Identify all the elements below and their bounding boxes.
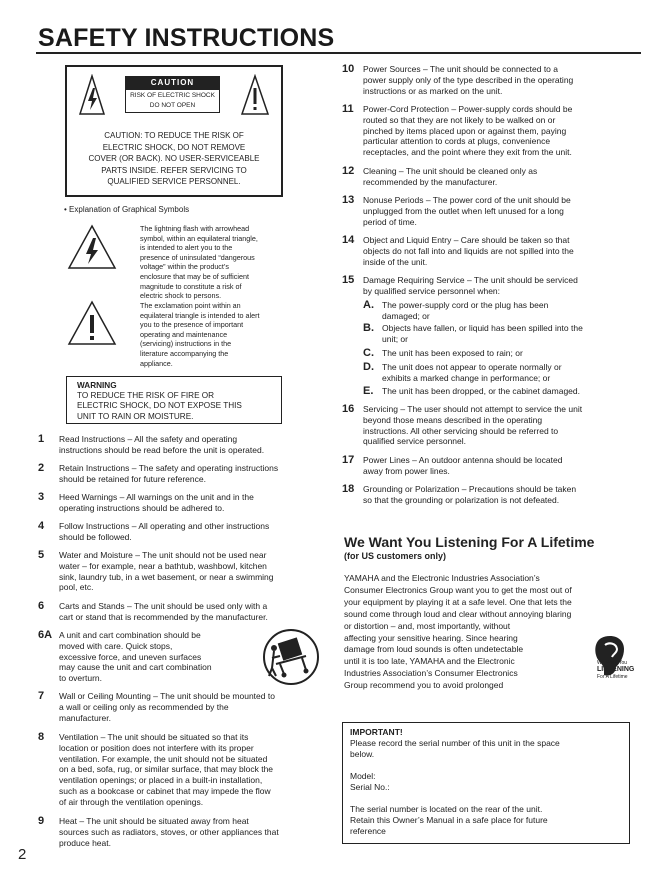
text-line: Please record the serial number of this unit in the space bbox=[350, 738, 560, 748]
text-line: location or position does not interfere with its proper bbox=[59, 742, 254, 753]
exclamation-explanation bbox=[140, 301, 285, 368]
text-line: instructions or as marked on the unit. bbox=[363, 85, 503, 96]
caution-sub-line: DO NOT OPEN bbox=[149, 102, 196, 109]
text-line: Damage Requiring Service – The unit should be serviced bbox=[363, 275, 578, 285]
item-number: 5 bbox=[38, 549, 45, 561]
page-number: 2 bbox=[18, 846, 27, 863]
list-item bbox=[342, 195, 632, 227]
text-line: symbol, within an equilateral triangle, bbox=[140, 233, 258, 243]
sub-list-item bbox=[363, 348, 633, 359]
text-line: Power Sources – The unit should be connected to a bbox=[363, 64, 558, 74]
text-line: literature accompanying the bbox=[140, 348, 229, 358]
warning-box bbox=[66, 376, 282, 424]
list-item bbox=[342, 64, 632, 96]
text-line: such as a bookcase or cabinet that may impede the flow bbox=[59, 785, 271, 796]
text-line: receptacles, and the point where they exit from the unit. bbox=[363, 147, 572, 158]
caution-text bbox=[76, 130, 272, 188]
item-number: 6 bbox=[38, 600, 45, 612]
text-line: Wall or Ceiling Mounting – The unit should be mounted to bbox=[59, 691, 275, 701]
text-line: Grounding or Polarization – Precautions should be taken bbox=[363, 484, 577, 494]
text-line: Read Instructions – All the safety and operating bbox=[59, 434, 238, 444]
text-line: inside of the unit. bbox=[363, 256, 428, 267]
lightning-bolt-icon bbox=[78, 74, 108, 116]
sub-list-item bbox=[363, 386, 633, 397]
text-line: Servicing – The user should not attempt to service the unit bbox=[363, 404, 583, 414]
text-line: Heat – The unit should be situated away from heat bbox=[59, 816, 249, 826]
text-line: may cause the unit and cart combination bbox=[59, 662, 212, 673]
listening-heading: We Want You Listening For A Lifetime bbox=[344, 534, 595, 550]
warning-label: WARNING bbox=[77, 381, 117, 390]
text-line: your equipment by playing it at a safe level. One that lets the bbox=[344, 596, 572, 607]
title-rule bbox=[36, 52, 641, 54]
item-number: 6A bbox=[38, 629, 53, 641]
text-line: instructions. All other servicing should be referred to bbox=[363, 425, 559, 436]
symbols-title: • Explanation of Graphical Symbols bbox=[64, 205, 190, 214]
text-line: below. bbox=[350, 749, 375, 759]
spacer bbox=[350, 793, 622, 804]
caution-sub-line: RISK OF ELECTRIC SHOCK bbox=[130, 92, 215, 99]
sub-item-letter: D. bbox=[363, 361, 374, 373]
text-line: Object and Liquid Entry – Care should be taken so that bbox=[363, 235, 570, 245]
list-item bbox=[342, 166, 632, 188]
text-line: appliance. bbox=[140, 358, 173, 368]
text-line: power supply only of the type described in the operating bbox=[363, 74, 574, 85]
caution-label: CAUTION bbox=[125, 76, 220, 89]
item-number: 18 bbox=[342, 483, 355, 495]
lightning-explanation bbox=[140, 224, 285, 301]
text-line: Power-Cord Protection – Power-supply cords should be bbox=[363, 104, 573, 114]
text-line: should be followed. bbox=[59, 531, 132, 542]
item-number: 11 bbox=[342, 103, 354, 115]
text-line: produce heat. bbox=[59, 837, 111, 848]
text-line: Nonuse Periods – The power cord of the unit should be bbox=[363, 195, 571, 205]
text-line: The exclamation point within an bbox=[140, 301, 241, 310]
serial-field-label: Serial No.: bbox=[350, 782, 390, 792]
item-number: 13 bbox=[342, 194, 355, 206]
caution-line: CAUTION: TO REDUCE THE RISK OF bbox=[104, 131, 244, 140]
text-line: manufacturer. bbox=[59, 712, 111, 723]
text-line: pinched by items placed upon or against them, paying bbox=[363, 125, 567, 136]
sub-item-letter: E. bbox=[363, 385, 374, 397]
text-line: excessive force, and uneven surfaces bbox=[59, 651, 202, 662]
text-line: recommended by the manufacturer. bbox=[363, 176, 498, 187]
item-number: 3 bbox=[38, 491, 45, 503]
item-number: 8 bbox=[38, 731, 45, 743]
text-line: The lightning flash with arrowhead bbox=[140, 224, 250, 233]
important-label: IMPORTANT! bbox=[350, 727, 403, 737]
text-line: should be retained for future reference. bbox=[59, 473, 206, 484]
symbols-title-text: Explanation of Graphical Symbols bbox=[69, 205, 190, 214]
text-line: objects do not fall into and liquids are not spilled into the bbox=[363, 245, 574, 256]
text-line: Heed Warnings – All warnings on the unit and in the bbox=[59, 492, 254, 502]
exclamation-icon bbox=[240, 74, 270, 116]
text-line: away from power lines. bbox=[363, 465, 450, 476]
list-item bbox=[342, 275, 632, 297]
item-number: 7 bbox=[38, 690, 45, 702]
text-line: Carts and Stands – The unit should be used only with a bbox=[59, 601, 268, 611]
item-number: 15 bbox=[342, 274, 355, 286]
list-item bbox=[38, 601, 318, 623]
text-line: beyond those means described in the operating bbox=[363, 414, 543, 425]
text-line: affecting your sensitive hearing. Since hearing bbox=[344, 632, 518, 643]
text-line: moved with care. Quick stops, bbox=[59, 640, 173, 651]
text-line: or distortion – and, most importantly, without bbox=[344, 620, 511, 631]
item-number: 4 bbox=[38, 520, 45, 532]
text-line: ventilation. For example, the unit should not be situated bbox=[59, 753, 268, 764]
text-line: water – for example, near a bathtub, washbowl, kitchen bbox=[59, 560, 267, 571]
list-item bbox=[342, 484, 632, 506]
text-line: presence of uninsulated “dangerous bbox=[140, 252, 255, 262]
text-line: sink, laundry tub, in a wet basement, or near a swimming bbox=[59, 571, 274, 582]
item-number: 17 bbox=[342, 454, 355, 466]
list-item bbox=[38, 816, 323, 848]
text-line: so that the grounding or polarization is not defeated. bbox=[363, 494, 560, 505]
list-item bbox=[342, 104, 632, 158]
text-line: routed so that they are not likely to be walked on or bbox=[363, 114, 556, 125]
item-number: 12 bbox=[342, 165, 355, 177]
text-line: until it is too late, YAMAHA and the Electronic bbox=[344, 656, 515, 667]
caution-sublabel bbox=[125, 89, 220, 113]
text-line: Cleaning – The unit should be cleaned only as bbox=[363, 166, 538, 176]
text-line: Industries Association’s Consumer Electronics bbox=[344, 668, 518, 679]
text-line: to overturn. bbox=[59, 673, 102, 684]
text-line: unit; or bbox=[382, 333, 408, 344]
logo-line: For A Lifetime bbox=[597, 674, 628, 680]
sub-list-item bbox=[363, 362, 633, 384]
item-number: 9 bbox=[38, 815, 45, 827]
text-line: pool, etc. bbox=[59, 582, 94, 593]
text-line: exhibits a marked change in performance; or bbox=[382, 372, 551, 383]
text-line: The unit has been dropped, or the cabinet damaged. bbox=[382, 386, 581, 396]
list-item bbox=[38, 691, 318, 723]
text-line: voltage” within the product’s bbox=[140, 262, 229, 272]
caution-line: COVER (OR BACK). NO USER-SERVICEABLE bbox=[88, 154, 260, 163]
text-line: The power-supply cord or the plug has been bbox=[382, 300, 549, 310]
item-number: 2 bbox=[38, 462, 45, 474]
warning-line: UNIT TO RAIN OR MOISTURE. bbox=[77, 411, 194, 421]
listening-logo-text bbox=[597, 660, 639, 680]
list-item bbox=[342, 455, 632, 477]
text-line: unplugged from the outlet when left unused for a long bbox=[363, 205, 564, 216]
text-line: Group recommend you to avoid prolonged bbox=[344, 680, 504, 691]
text-line: is intended to alert you to the bbox=[140, 243, 233, 253]
text-line: The unit does not appear to operate normally or bbox=[382, 362, 562, 372]
text-line: enclosure that may be of sufficient bbox=[140, 271, 249, 281]
list-item bbox=[342, 404, 632, 447]
text-line: ventilation openings; or placed in a built-in installation, bbox=[59, 775, 263, 786]
text-line: Ventilation – The unit should be situated so that its bbox=[59, 732, 249, 742]
text-line: The unit has been exposed to rain; or bbox=[382, 348, 523, 358]
list-item bbox=[38, 521, 318, 543]
listening-paragraph bbox=[344, 573, 626, 692]
text-line: Objects have fallen, or liquid has been spilled into the bbox=[382, 323, 583, 333]
list-item bbox=[38, 434, 318, 456]
caution-line: ELECTRIC SHOCK, DO NOT REMOVE bbox=[102, 142, 246, 152]
warning-line: ELECTRIC SHOCK, DO NOT EXPOSE THIS bbox=[77, 401, 242, 411]
model-field-label: Model: bbox=[350, 771, 376, 781]
text-line: damage from loud sounds is often undetectable bbox=[344, 644, 524, 655]
important-box bbox=[342, 722, 630, 844]
item-number: 10 bbox=[342, 63, 355, 75]
caution-line: PARTS INSIDE. REFER SERVICING TO bbox=[101, 165, 247, 175]
text-line: Consumer Electronics Group want you to get the most out of bbox=[344, 584, 572, 595]
item-number: 16 bbox=[342, 403, 355, 415]
list-item bbox=[38, 732, 323, 808]
text-line: qualified service personnel. bbox=[363, 436, 467, 447]
text-line: cart or stand that is recommended by the manufacturer. bbox=[59, 611, 268, 622]
text-line: on a bed, sofa, rug, or similar surface, that may block the bbox=[59, 764, 274, 775]
list-item bbox=[342, 235, 632, 267]
listening-subheading: (for US customers only) bbox=[344, 551, 447, 561]
text-line: A unit and cart combination should be bbox=[59, 630, 201, 640]
sub-list-item bbox=[363, 323, 633, 345]
text-line: The serial number is located on the rear of the unit. bbox=[350, 804, 543, 814]
text-line: particular attention to cords at plugs, convenience bbox=[363, 136, 551, 147]
text-line: Power Lines – An outdoor antenna should be located bbox=[363, 455, 563, 465]
text-line: equilateral triangle is intended to alert bbox=[140, 310, 260, 320]
text-line: of air through the ventilation openings. bbox=[59, 796, 204, 807]
cart-tip-over-icon bbox=[262, 628, 320, 686]
list-item bbox=[38, 492, 318, 514]
page-title: SAFETY INSTRUCTIONS bbox=[38, 24, 335, 52]
text-line: damaged; or bbox=[382, 310, 430, 321]
logo-line: LISTENING bbox=[597, 666, 635, 673]
text-line: by qualified service personnel when: bbox=[363, 285, 501, 296]
logo-line: We Want You bbox=[597, 660, 628, 666]
text-line: (servicing) instructions in the bbox=[140, 339, 232, 349]
text-line: sources such as radiators, stoves, or other appliances that bbox=[59, 826, 279, 837]
item-number: 14 bbox=[342, 234, 355, 246]
spacer bbox=[350, 760, 622, 771]
sub-item-letter: B. bbox=[363, 322, 374, 334]
text-line: operating and maintenance bbox=[140, 329, 228, 339]
exclamation-icon bbox=[67, 300, 117, 346]
sub-item-letter: A. bbox=[363, 299, 374, 311]
text-line: Water and Moisture – The unit should not be used near bbox=[59, 550, 267, 560]
text-line: Retain this Owner’s Manual in a safe place for future bbox=[350, 815, 548, 825]
text-line: you to the presence of important bbox=[140, 320, 244, 330]
text-line: reference bbox=[350, 826, 386, 836]
sub-item-letter: C. bbox=[363, 347, 374, 359]
text-line: electric shock to persons. bbox=[140, 291, 222, 301]
text-line: operating instructions should be adhered to. bbox=[59, 502, 225, 513]
list-item bbox=[38, 463, 318, 485]
text-line: instructions should be read before the unit is operated. bbox=[59, 444, 265, 455]
warning-line: TO REDUCE THE RISK OF FIRE OR bbox=[77, 391, 215, 401]
text-line: a wall or ceiling only as recommended by the bbox=[59, 701, 229, 712]
list-item bbox=[38, 550, 318, 593]
text-line: YAMAHA and the Electronic Industries Association’s bbox=[344, 573, 540, 583]
text-line: Retain Instructions – The safety and operating instructions bbox=[59, 463, 279, 473]
text-line: period of time. bbox=[363, 216, 417, 227]
text-line: magnitude to constitute a risk of bbox=[140, 281, 242, 291]
item-number: 1 bbox=[38, 433, 45, 445]
lightning-bolt-icon bbox=[67, 224, 117, 270]
text-line: Follow Instructions – All operating and other instructions bbox=[59, 521, 270, 531]
sub-list-item bbox=[363, 300, 633, 322]
caution-line: QUALIFIED SERVICE PERSONNEL. bbox=[107, 177, 241, 186]
text-line: sound come through loud and clear without annoying blaring bbox=[344, 608, 572, 619]
